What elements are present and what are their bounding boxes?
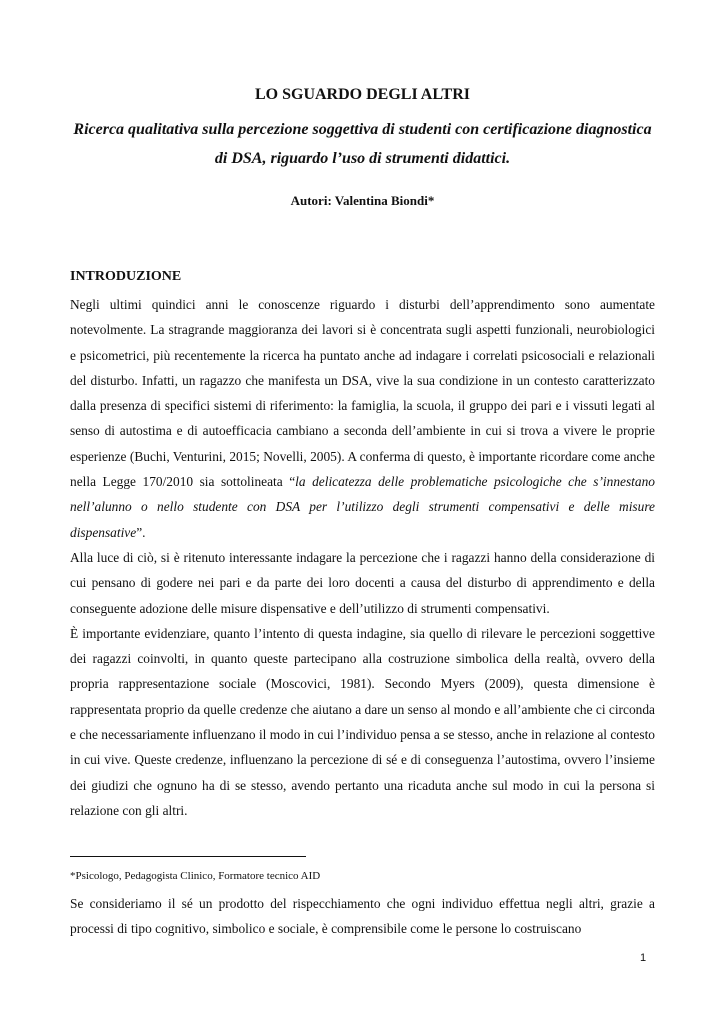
body-text: [70, 292, 655, 823]
law-quote: la delicatezza delle problematiche psicologiche che s’innestano nell’alunno o nello studente con DSA per l’utilizzo degli strumenti compensativi e delle misure dispensative: [70, 474, 655, 540]
document-title: LO SGUARDO DEGLI ALTRI: [254, 86, 471, 103]
page-number: 1: [640, 952, 647, 964]
paragraph-1: [70, 292, 655, 545]
section-heading: INTRODUZIONE: [70, 269, 182, 284]
paragraph-1-end: ”.: [136, 524, 146, 540]
authors-line: Autori: Valentina Biondi*: [290, 193, 435, 208]
paragraph-4: Se consideriamo il sé un prodotto del rispecchiamento che ogni individuo effettua negli altri, grazie a processi di tipo cognitivo, simbolico e sociale, è comprensibile come le persone lo costruiscano: [70, 896, 655, 937]
body-text-continued: [70, 891, 655, 942]
footnote-divider: [70, 856, 306, 857]
paragraph-1-text: Negli ultimi quindici anni le conoscenze riguardo i disturbi dell’apprendimento sono aumentate notevolmente. La stragrande maggioranza dei lavori si è concentrata sugli aspetti funzionali, neurobiologici e psicometrici, più recentemente la ricerca ha puntato anche ad indagare i correlati psicosociali e relazionali del disturbo. Infatti, un ragazzo che manifesta un DSA, vive la sua condizione in un contesto caratterizzato dalla presenza di specifici sistemi di riferimento: la famiglia, la scuola, il gruppo dei pari e i vissuti legati al senso di autostima e di autoefficacia cambiano a seconda dell’ambiente in cui si trova a vivere le proprie esperienze (Buchi, Venturini, 2015; Novelli, 2005). A conferma di questo, è importante ricordare come anche nella Legge 170/2010 sia sottolineata “: [70, 297, 655, 490]
paragraph-2: Alla luce di ciò, si è ritenuto interessante indagare la percezione che i ragazzi hanno della considerazione di cui pensano di godere nei pari e da parte dei loro docenti a causa del disturbo di apprendimento e della conseguente adozione delle misure dispensative e dell’utilizzo di strumenti compensativi.: [70, 549, 655, 616]
document-subtitle: Ricerca qualitativa sulla percezione soggettiva di studenti con certificazione diagnostica di DSA, riguardo l’uso di strumenti didattici.: [73, 121, 652, 167]
paragraph-3: È importante evidenziare, quanto l’intento di questa indagine, sia quello di rilevare le percezioni soggettive dei ragazzi coinvolti, in quanto queste partecipano alla costruzione simbolica della realtà, ovvero della propria rappresentazione sociale (Moscovici, 1981). Secondo Myers (2009), questa dimensione è rappresentata proprio da quelle credenze che aiutano a dare un senso al mondo e all’ambiente che ci circonda e che necessariamente influenzano il modo in cui l’individuo pensa a se stesso, anche in relazione al contesto in cui vive. Queste credenze, influenzano la percezione di sé e di conseguenza l’autostima, ovvero l’insieme dei giudizi che ognuno ha di se stesso, avendo pertanto una ricaduta anche sul modo in cui la persona si relazione con gli altri.: [70, 625, 655, 818]
footnote: *Psicologo, Pedagogista Clinico, Formatore tecnico AID: [70, 870, 321, 882]
